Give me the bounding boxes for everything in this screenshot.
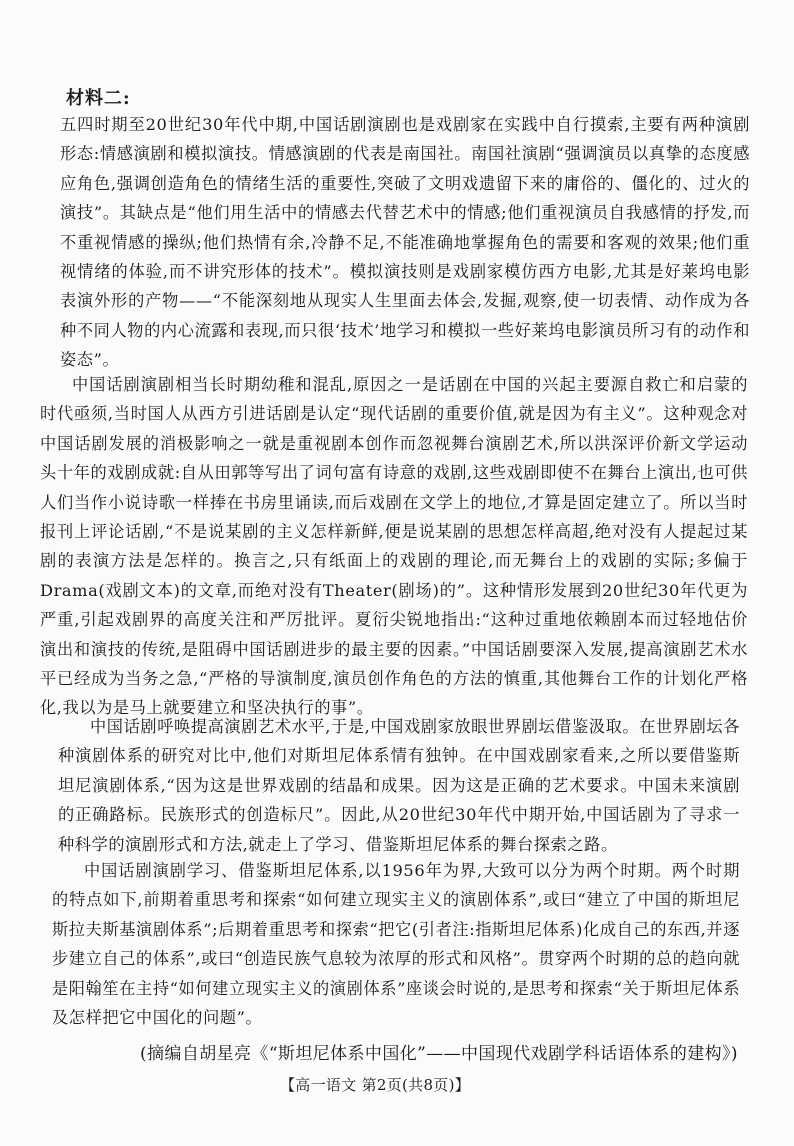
page-footer: 【高一语文 第2页(共8页)】 bbox=[280, 1076, 471, 1094]
paragraph-4: 中国话剧演剧学习、借鉴斯坦尼体系,以1956年为界,大致可以分为两个时期。两个时期的特点如下,前期着重思考和探索“如何建立现实主义的演剧体系”,或曰“建立了中国的斯坦尼斯拉夫斯基演剧体系”;后期着重思考和探索“把它(引者注:指斯坦尼体系)化成自己的东西,并逐步建立自己的体系”,或曰“创造民族气息较为浓厚的形式和风格”。贯穿两个时期的总的趋向就是阳翰笙在主持“如何建立现实主义的演剧体系”座谈会时说的,是思考和探索“关于斯坦尼体系及怎样把它中国化的问题”。 bbox=[52, 861, 740, 1028]
section-heading: 材料二: bbox=[66, 88, 131, 109]
paragraph-3: 中国话剧呼唤提高演剧艺术水平,于是,中国戏剧家放眼世界剧坛借鉴汲取。在世界剧坛各种演剧体系的研究对比中,他们对斯坦尼体系情有独钟。在中国戏剧家看来,之所以要借鉴斯坦尼演剧体系,“因为这是世界戏剧的结晶和成果。因为这是正确的艺术要求。中国未来演剧的正确路标。民族形式的创造标尺”。因此,从20世纪30年代中期开始,中国话剧为了寻求一种科学的演剧形式和方法,就走上了学习、借鉴斯坦尼体系的舞台探索之路。 bbox=[58, 717, 740, 854]
source-citation: (摘编自胡星亮《“斯坦尼体系中国化”——中国现代戏剧学科话语体系的建构》) bbox=[140, 1044, 738, 1064]
paragraph-1: 五四时期至20世纪30年代中期,中国话剧演剧也是戏剧家在实践中自行摸索,主要有两种演剧形态:情感演剧和模拟演技。情感演剧的代表是南国社。南国社演剧“强调演员以真挚的态度感应角色,强调创造角色的情绪生活的重要性,突破了文明戏遗留下来的庸俗的、僵化的、过火的演技”。其缺点是“他们用生活中的情感去代替艺术中的情感;他们重视演员自我感情的抒发,而不重视情感的操纵;他们热情有余,冷静不足,不能准确地掌握角色的需要和客观的效果;他们重视情绪的体验,而不讲究形体的技术”。模拟演技则是戏剧家模仿西方电影,尤其是好莱坞电影表演外形的产物——“不能深刻地从现实人生里面去体会,发掘,观察,使一切表情、动作成为各种不同人物的内心流露和表现,而只很‘技术’地学习和模拟一些好莱坞电影演员所习有的动作和姿态”。 bbox=[60, 115, 750, 370]
paragraph-2: 中国话剧演剧相当长时期幼稚和混乱,原因之一是话剧在中国的兴起主要源自救亡和启蒙的时代亟须,当时国人从西方引进话剧是认定“现代话剧的重要价值,就是因为有主义”。这种观念对中国话剧发展的消极影响之一就是重视剧本创作而忽视舞台演剧艺术,所以洪深评价新文学运动头十年的戏剧成就:自从田郭等写出了词句富有诗意的戏剧,这些戏剧即使不在舞台上演出,也可供人们当作小说诗歌一样捧在书房里诵读,而后戏剧在文学上的地位,才算是固定建立了。所以当时报刊上评论话剧,“不是说某剧的主义怎样新鲜,便是说某剧的思想怎样高超,绝对没有人提起过某剧的表演方法是怎样的。换言之,只有纸面上的戏剧的理论,而无舞台上的戏剧的实际;多偏于Drama(戏剧文本)的文章,而绝对没有Theater(剧场)的”。这种情形发展到20世纪30年代更为严重,引起戏剧界的高度关注和严厉批评。夏衍尖锐地指出:“这种过重地依赖剧本而过轻地估价演出和演技的传统,是阻碍中国话剧进步的最主要的因素。”中国话剧要深入发展,提高演剧艺术水平已经成为当务之急,“严格的导演制度,演员创作角色的方法的慎重,其他舞台工作的计划化严格化,我以为是马上就要建立和坚决执行的事”。 bbox=[40, 375, 748, 718]
